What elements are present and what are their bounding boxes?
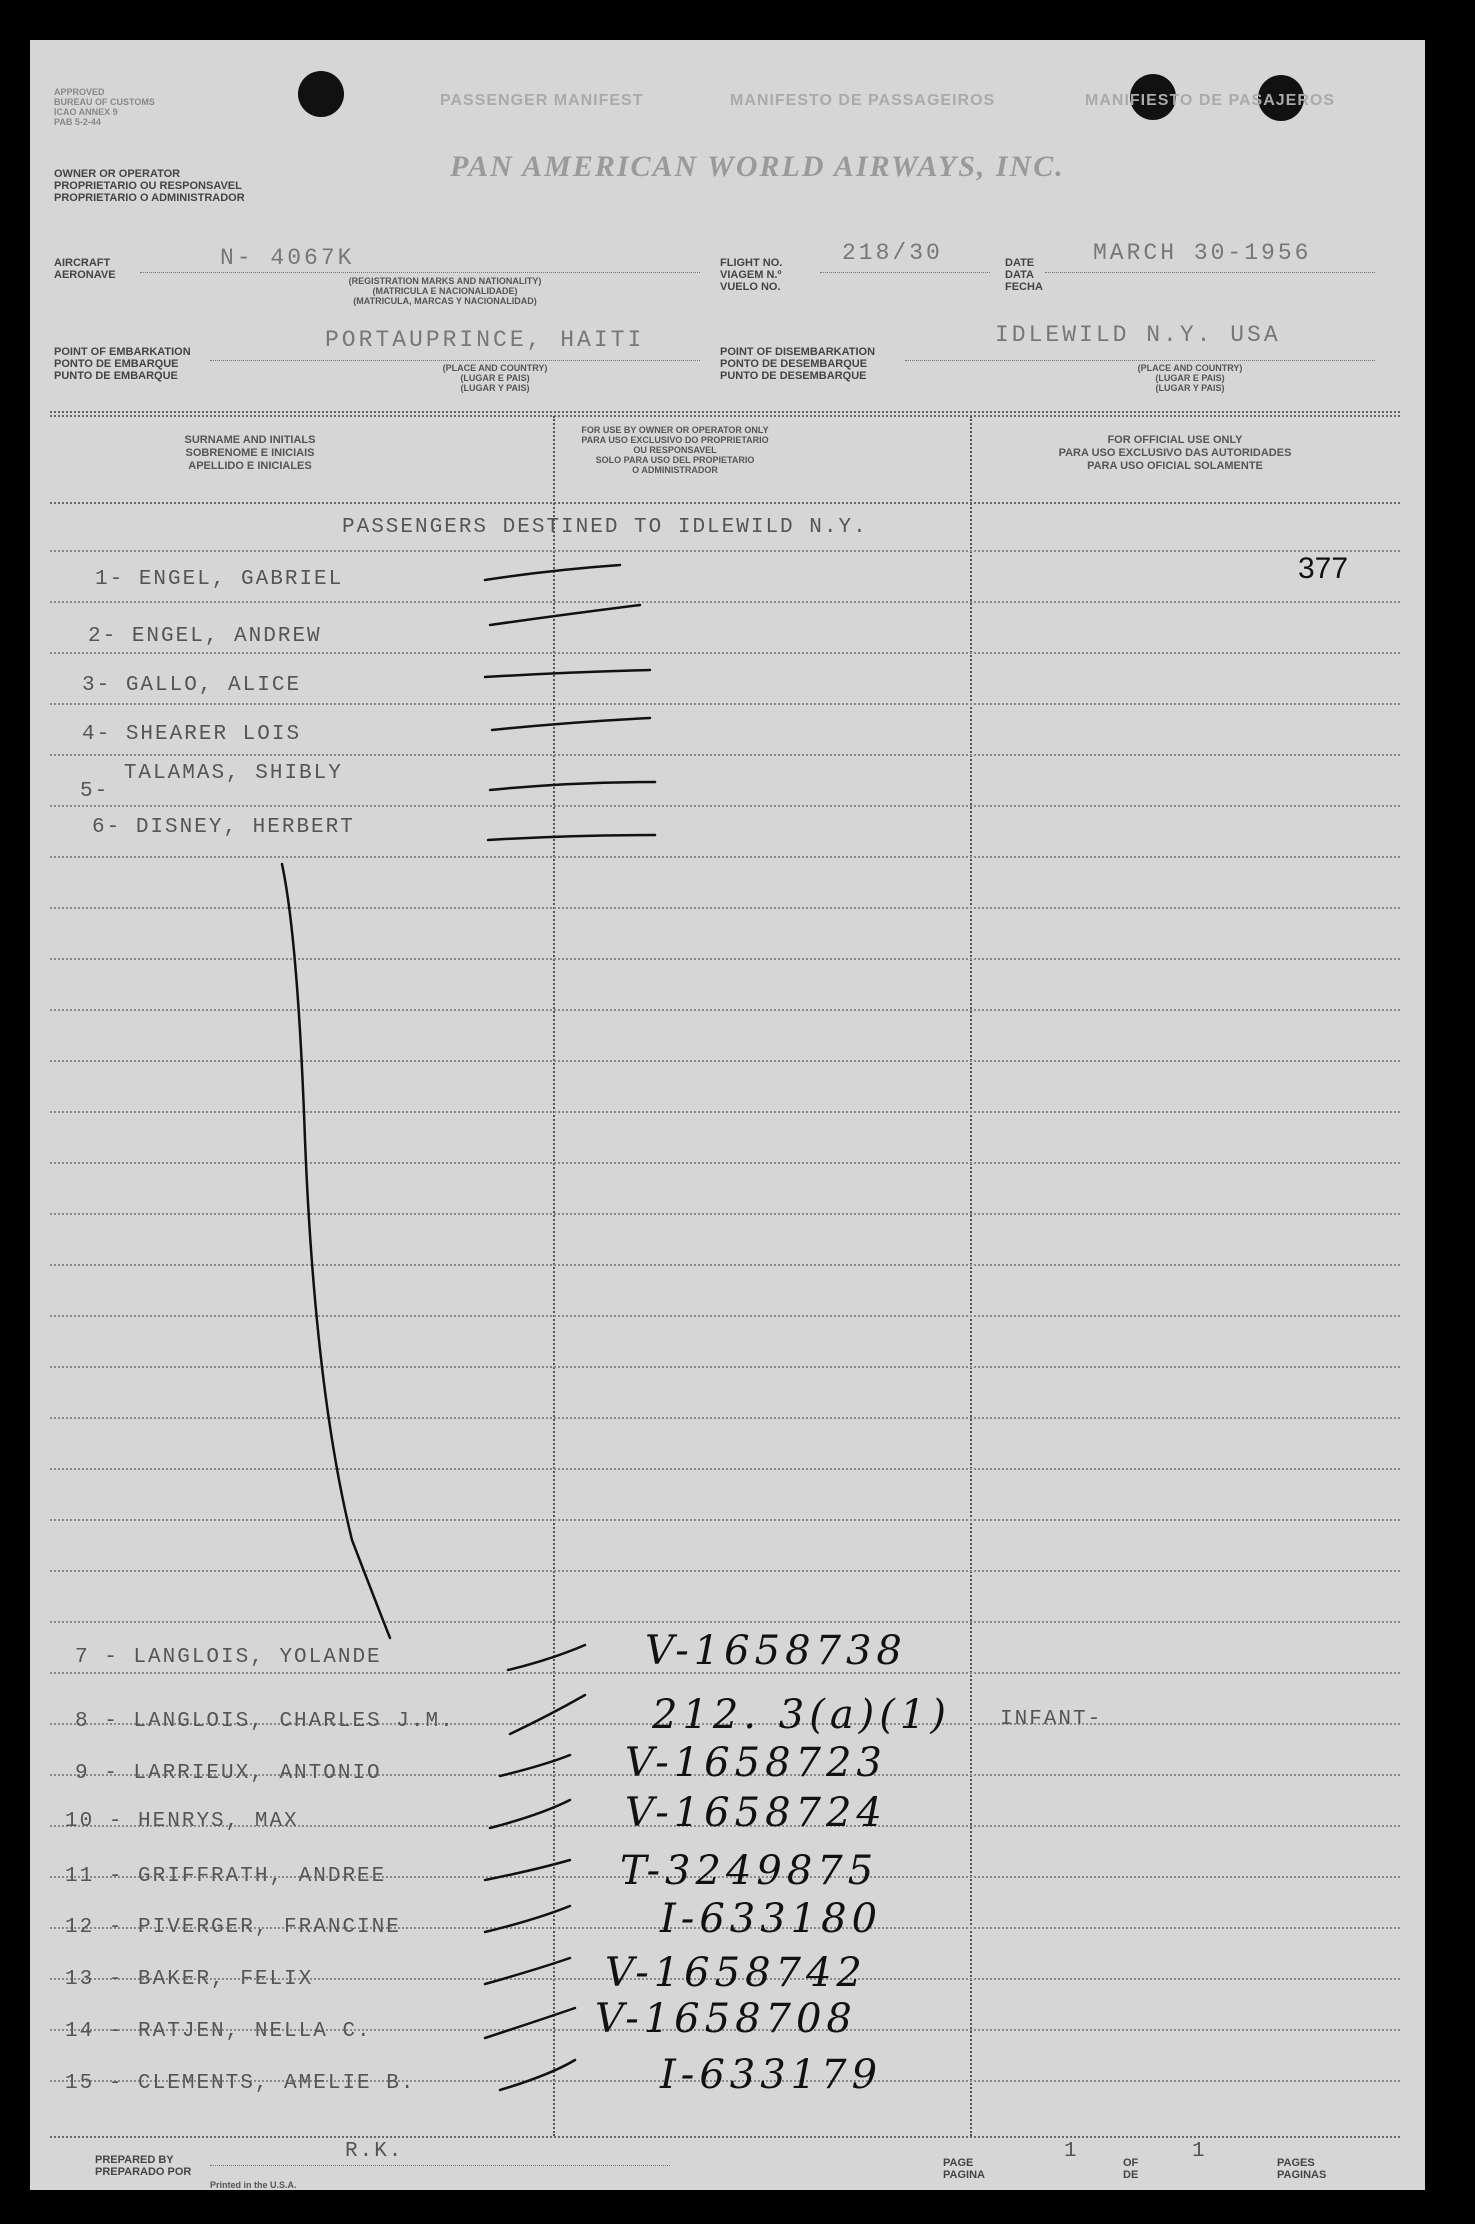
passenger-number: 7 [75, 1646, 90, 1669]
passenger-name: ENGEL, ANDREW [131, 625, 322, 648]
flight-label-es: VUELO NO. [720, 281, 781, 293]
aircraft-sub-en: (REGISTRATION MARKS AND NATIONALITY) [348, 276, 542, 286]
of-label-pt: DE [1123, 2169, 1139, 2181]
disembark-label-en: POINT OF DISEMBARKATION [720, 346, 876, 358]
tick-10 [490, 1800, 570, 1828]
of-label-en: OF [1123, 2157, 1139, 2169]
col-operator-2: PARA USO EXCLUSIVO DO PROPRIETARIO [581, 435, 769, 445]
aircraft-value: N- 4067K [220, 245, 355, 271]
passenger-name: DISNEY, HERBERT [135, 816, 355, 839]
tick-11 [485, 1860, 570, 1880]
passenger-name: ENGEL, GABRIEL [138, 568, 344, 591]
tick-7 [508, 1645, 585, 1670]
table-bottom-rule [50, 2136, 1400, 2138]
passenger-row-11: 11 - GRIFFRATH, ANDREE [65, 1865, 387, 1888]
date-label-es: FECHA [1005, 281, 1043, 293]
passenger-row-12: 12 - PIVERGER, FRANCINE [65, 1916, 401, 1939]
tick-13 [485, 1958, 570, 1984]
passenger-name: PIVERGER, FRANCINE [138, 1916, 401, 1939]
passenger-doc-12: I-633180 [660, 1896, 883, 1942]
page-label-en: PAGE [943, 2157, 974, 2169]
disembark-label-pt: PONTO DE DESEMBARQUE [720, 358, 868, 370]
col-names-en: SURNAME AND INITIALS [184, 434, 316, 446]
page-label-pt: PAGINA [943, 2169, 985, 2181]
passenger-number: 6- [92, 816, 122, 839]
page-label [943, 2157, 985, 2181]
passenger-name: LANGLOIS, YOLANDE [133, 1646, 382, 1669]
prepared-label [95, 2154, 191, 2178]
strike-line-4 [492, 718, 650, 730]
official-mark: 377 [1298, 552, 1349, 585]
passenger-number: 9 [75, 1762, 90, 1785]
passenger-name: LARRIEUX, ANTONIO [133, 1762, 382, 1785]
of-label [1123, 2157, 1138, 2181]
passenger-number: 5- [80, 780, 110, 803]
aircraft-sub-es: (MATRICULA, MARCAS Y NACIONALIDAD) [353, 296, 537, 306]
passenger-name: GALLO, ALICE [125, 674, 302, 697]
embark-label-es: PUNTO DE EMBARQUE [54, 370, 178, 382]
passenger-number: 15 [65, 2072, 95, 2095]
aircraft-label-pt: AERONAVE [54, 269, 116, 281]
prepared-label-en: PREPARED BY [95, 2154, 174, 2166]
col-names-pt: SOBRENOME E INICIAIS [185, 447, 315, 459]
passenger-number: 11 [65, 1865, 95, 1888]
section-heading: PASSENGERS DESTINED TO IDLEWILD N.Y. [342, 516, 868, 539]
pages-label [1277, 2157, 1326, 2181]
tick-15 [500, 2060, 575, 2090]
passenger-doc-14: V-1658708 [595, 1996, 857, 2042]
col-official-pt: PARA USO EXCLUSIVO DAS AUTORIDADES [1058, 447, 1292, 459]
passenger-row-14: 14 - RATJEN, NELLA C. [65, 2020, 372, 2043]
passenger-row-7: 7 - LANGLOIS, YOLANDE [75, 1646, 382, 1669]
prepared-value: R.K. [345, 2140, 404, 2163]
passenger-row-15: 15 - CLEMENTS, AMELIE B. [65, 2072, 416, 2095]
col-operator-1: FOR USE BY OWNER OR OPERATOR ONLY [581, 425, 769, 435]
prepared-line [210, 2165, 670, 2166]
airline-name: PAN AMERICAN WORLD AIRWAYS, INC. [450, 150, 1065, 183]
passenger-doc-13: V-1658742 [605, 1950, 867, 1996]
pages-label-en: PAGES [1277, 2157, 1315, 2169]
handwritten-strokes [30, 40, 1425, 2190]
passenger-name: RATJEN, NELLA C. [138, 2020, 372, 2043]
pages-label-pt: PAGINAS [1277, 2169, 1327, 2181]
total-value: 1 [1192, 2140, 1207, 2163]
passenger-name: TALAMAS, SHIBLY [123, 762, 343, 785]
col-official-es: PARA USO OFICIAL SOLAMENTE [1087, 460, 1263, 472]
embark-label-pt: PONTO DE EMBARQUE [54, 358, 179, 370]
strike-line-6 [488, 835, 655, 840]
tick-9 [500, 1755, 570, 1776]
passenger-name: CLEMENTS, AMELIE B. [138, 2072, 416, 2095]
owner-label-pt: PROPRIETARIO OU RESPONSAVEL [54, 180, 242, 192]
form-note: PAB 5-2-44 [54, 117, 101, 127]
owner-label-en: OWNER OR OPERATOR [54, 168, 181, 180]
passenger-name: SHEARER LOIS [125, 723, 302, 746]
passenger-name: HENRYS, MAX [138, 1810, 299, 1833]
strike-line-5 [490, 782, 655, 790]
passenger-row-10: 10 - HENRYS, MAX [65, 1810, 299, 1833]
tick-14 [485, 2008, 575, 2038]
col-names-es: APELLIDO E INICIALES [188, 460, 312, 472]
date-label-pt: DATA [1005, 269, 1034, 281]
page-value: 1 [1064, 2140, 1079, 2163]
strike-line-2 [490, 605, 640, 625]
print-note: Printed in the U.S.A. [210, 2180, 297, 2190]
tick-8 [510, 1695, 585, 1734]
passenger-doc-11: T-3249875 [620, 1848, 879, 1894]
flight-label-en: FLIGHT NO. [720, 257, 783, 269]
passenger-number: 10 [65, 1810, 95, 1833]
title-en: PASSENGER MANIFEST [440, 92, 644, 109]
manifest-page [30, 40, 1425, 2190]
bracket-line [282, 864, 390, 1638]
date-value: MARCH 30-1956 [1093, 240, 1312, 266]
passenger-number: 13 [65, 1968, 95, 1991]
passenger-doc-9: V-1658723 [625, 1740, 887, 1786]
passenger-number: 8 [75, 1710, 90, 1733]
disembark-sub-pt: (LUGAR E PAIS) [1155, 373, 1225, 383]
passenger-doc-8: 212. 3(a)(1) [652, 1692, 951, 1738]
date-label-en: DATE [1005, 257, 1035, 269]
passenger-doc-15: I-633179 [660, 2052, 883, 2098]
passenger-name: LANGLOIS, CHARLES J.M. [133, 1710, 455, 1733]
col-official-en: FOR OFFICIAL USE ONLY [1107, 434, 1243, 446]
disembark-label-es: PUNTO DE DESEMBARQUE [720, 370, 867, 382]
aircraft-label-en: AIRCRAFT [54, 257, 111, 269]
form-note: BUREAU OF CUSTOMS [54, 97, 155, 107]
flight-value: 218/30 [842, 240, 943, 266]
strike-line-1 [485, 565, 620, 580]
col-operator-4: SOLO PARA USO DEL PROPIETARIO [595, 455, 755, 465]
owner-label-es: PROPRIETARIO O ADMINISTRADOR [54, 192, 245, 204]
passenger-doc-10: V-1658724 [625, 1790, 887, 1836]
disembark-value: IDLEWILD N.Y. USA [995, 322, 1281, 348]
strike-line-3 [485, 670, 650, 677]
title-pt: MANIFESTO DE PASSAGEIROS [730, 92, 996, 109]
passenger-official-8: INFANT- [1000, 1708, 1103, 1731]
title-es: MANIFIESTO DE PASAJEROS [1085, 92, 1335, 109]
disembark-sub-es: (LUGAR Y PAIS) [1155, 383, 1225, 393]
col-operator-3: OU RESPONSAVEL [633, 445, 717, 455]
embark-sub-en: (PLACE AND COUNTRY) [442, 363, 548, 373]
form-note: ICAO ANNEX 9 [54, 107, 118, 117]
passenger-row-8: 8 - LANGLOIS, CHARLES J.M. [75, 1710, 455, 1733]
passenger-number: 2- [88, 625, 118, 648]
passenger-doc-7: V-1658738 [645, 1628, 907, 1674]
passenger-name: BAKER, FELIX [138, 1968, 314, 1991]
passenger-number: 14 [65, 2020, 95, 2043]
passenger-number: 3- [82, 674, 112, 697]
embark-value: PORTAUPRINCE, HAITI [325, 327, 645, 353]
passenger-number: 12 [65, 1916, 95, 1939]
tick-12 [485, 1906, 570, 1932]
prepared-label-pt: PREPARADO POR [95, 2166, 192, 2178]
passenger-row-13: 13 - BAKER, FELIX [65, 1968, 314, 1991]
passenger-row-9: 9 - LARRIEUX, ANTONIO [75, 1762, 382, 1785]
embark-label-en: POINT OF EMBARKATION [54, 346, 191, 358]
disembark-sub-en: (PLACE AND COUNTRY) [1137, 363, 1243, 373]
passenger-name: GRIFFRATH, ANDREE [138, 1865, 387, 1888]
passenger-number: 1- [95, 568, 125, 591]
embark-sub-pt: (LUGAR E PAIS) [460, 373, 530, 383]
embark-sub-es: (LUGAR Y PAIS) [460, 383, 530, 393]
col-operator-5: O ADMINISTRADOR [632, 465, 718, 475]
passenger-number: 4- [82, 723, 112, 746]
form-note: APPROVED [54, 87, 105, 97]
flight-label-pt: VIAGEM N.º [720, 269, 782, 281]
aircraft-sub-pt: (MATRICULA E NACIONALIDADE) [372, 286, 518, 296]
